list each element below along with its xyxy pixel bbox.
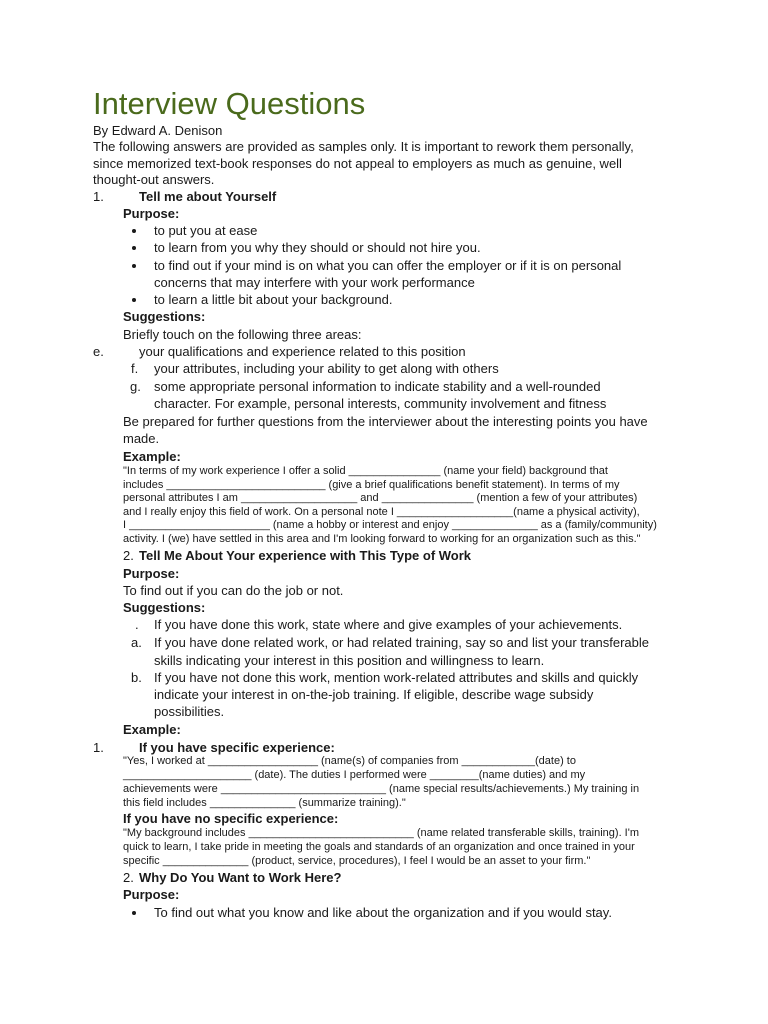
example-line: "In terms of my work experience I offer a solid _______________ (name your field) background that: [123, 465, 608, 477]
q2-purpose-label: Purpose:: [123, 566, 180, 581]
area-item: some appropriate personal information to indicate stability and a well-rounded: [154, 379, 601, 394]
page-title: Interview Questions: [93, 86, 366, 121]
nospecific-heading: If you have no specific experience:: [123, 811, 339, 826]
q3-number: 2.: [123, 870, 134, 885]
q3-purpose-label: Purpose:: [123, 887, 180, 902]
prepared-line: made.: [123, 431, 160, 446]
q2-suggestions-label: Suggestions:: [123, 600, 206, 615]
nospecific-line: "My background includes ___________________________ (name related transferable skills, training). I'm: [123, 827, 640, 839]
bullet-icon: [132, 229, 136, 233]
bullet-icon: [132, 246, 136, 250]
list-item-continuation: concerns that may interfere with your work performance: [154, 275, 475, 290]
suggestion-item: If you have done related work, or had related training, say so and list your transferable: [154, 635, 650, 650]
list-item: to find out if your mind is on what you can offer the employer or if it is on personal: [154, 258, 622, 273]
intro-line: since memorized text-book responses do not appeal to employers as much as genuine, well: [93, 156, 622, 171]
suggestion-item: If you have not done this work, mention work-related attributes and skills and quickly: [154, 670, 639, 685]
specific-line: _____________________ (date). The duties I performed were ________(name duties) and my: [123, 769, 586, 781]
specific-number: 1.: [93, 740, 104, 755]
example-line: includes __________________________ (give a brief qualifications benefit statement). In terms of my: [123, 479, 620, 491]
intro-line: The following answers are provided as samples only. It is important to rework them personally,: [93, 139, 634, 154]
list-item: to learn a little bit about your background.: [154, 292, 393, 307]
q1-purpose-label: Purpose:: [123, 206, 180, 221]
nospecific-line: specific ______________ (product, service, procedures), I feel I would be an asset to your firm.": [123, 855, 591, 867]
suggestion-marker: a.: [131, 635, 142, 650]
q1-number: 1.: [93, 189, 104, 204]
area-item: your qualifications and experience related to this position: [139, 344, 466, 359]
area-marker: g.: [130, 379, 141, 394]
suggestion-marker: b.: [131, 670, 142, 685]
example-line: personal attributes I am ___________________ and _______________ (mention a few of your attributes): [123, 492, 638, 504]
specific-line: "Yes, I worked at __________________ (name(s) of companies from ____________(date) to: [123, 755, 576, 767]
area-item-continuation: character. For example, personal interests, community involvement and fitness: [154, 396, 607, 411]
bullet-icon: [132, 911, 136, 915]
list-item: to put you at ease: [154, 223, 258, 238]
q1-suggestions-intro: Briefly touch on the following three areas:: [123, 327, 362, 342]
q2-heading: Tell Me About Your experience with This Type of Work: [139, 548, 472, 563]
bullet-icon: [132, 298, 136, 302]
author-line: By Edward A. Denison: [93, 123, 223, 138]
specific-line: achievements were ___________________________ (name special results/achievements.) My training in: [123, 783, 640, 795]
example-line: I _______________________ (name a hobby or interest and enjoy ______________ as a (family/community): [123, 519, 657, 531]
q2-example-label: Example:: [123, 722, 181, 737]
area-marker: f.: [131, 361, 139, 376]
specific-heading: If you have specific experience:: [139, 740, 335, 755]
suggestion-item-continuation: indicate your interest in on-the-job training. If eligible, describe wage subsidy: [154, 687, 594, 702]
intro-line: thought-out answers.: [93, 172, 215, 187]
example-line: activity. I (we) have settled in this area and I'm looking forward to working for an organization such as this.": [123, 533, 641, 545]
q1-heading: Tell me about Yourself: [139, 189, 277, 204]
area-marker: e.: [93, 344, 104, 359]
example-line: and I really enjoy this field of work. On a personal note I ___________________(name a physical activity),: [123, 506, 640, 518]
suggestion-item: If you have done this work, state where and give examples of your achievements.: [154, 617, 623, 632]
q1-example-label: Example:: [123, 449, 181, 464]
list-item: To find out what you know and like about the organization and if you would stay.: [154, 905, 612, 920]
suggestion-item-continuation: possibilities.: [154, 704, 225, 719]
area-item: your attributes, including your ability to get along with others: [154, 361, 499, 376]
bullet-icon: [132, 264, 136, 268]
q1-suggestions-label: Suggestions:: [123, 309, 206, 324]
q2-number: 2.: [123, 548, 134, 563]
prepared-line: Be prepared for further questions from the interviewer about the interesting points you have: [123, 414, 648, 429]
suggestion-marker: .: [135, 617, 139, 632]
list-item: to learn from you why they should or should not hire you.: [154, 240, 481, 255]
q2-purpose-text: To find out if you can do the job or not.: [123, 583, 344, 598]
suggestion-item-continuation: skills indicating your interest in this position and willingness to learn.: [154, 653, 545, 668]
specific-line: this field includes ______________ (summarize training).": [123, 797, 406, 809]
nospecific-line: quick to learn, I take pride in meeting the goals and standards of an organization and once trained in your: [123, 841, 635, 853]
q3-heading: Why Do You Want to Work Here?: [139, 870, 342, 885]
